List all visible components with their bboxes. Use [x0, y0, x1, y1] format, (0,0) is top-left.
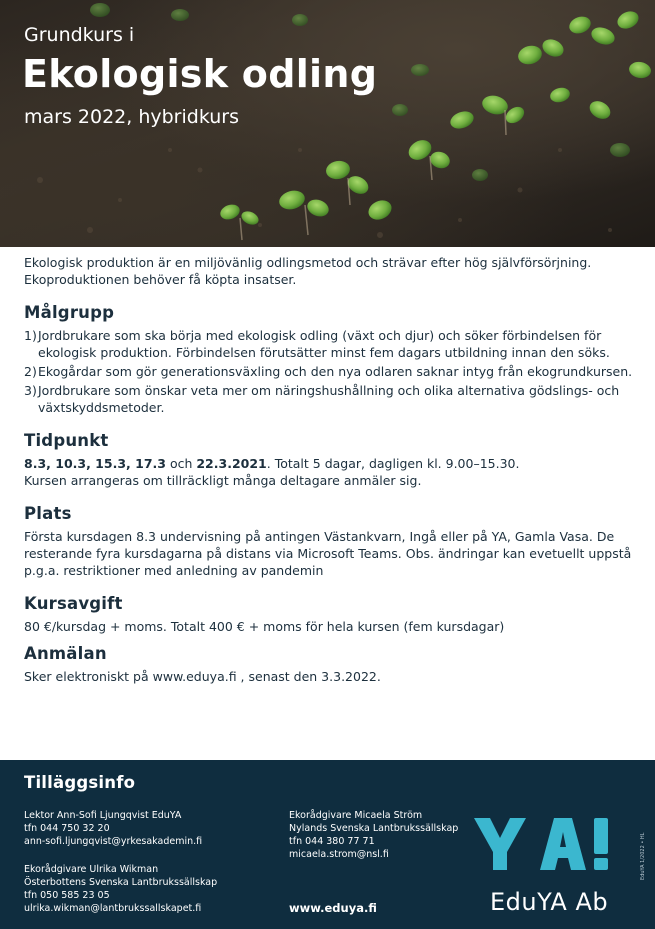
- plats-heading: Plats: [24, 504, 72, 523]
- list-number: 2): [24, 364, 37, 379]
- course-last-date: 22.3.2021: [196, 456, 267, 471]
- course-type-label: Grundkurs i: [24, 24, 135, 46]
- list-text: Ekogårdar som gör generationsväxling och den nya odlaren saknar intyg från ekogrundkursen.: [38, 364, 633, 379]
- page-title: Ekologisk odling: [22, 52, 378, 96]
- contact-email[interactable]: micaela.strom@nsl.fi: [289, 849, 389, 860]
- contact-name: Ekorådgivare Ulrika Wikman: [24, 864, 159, 875]
- list-item: [24, 382, 639, 416]
- malgrupp-section: [24, 304, 639, 416]
- plats-section: [24, 505, 639, 579]
- intro-text: Ekologisk produktion är en miljövänlig odlingsmetod och strävar efter hög självförsörjning. Ekoproduktionen behöver få köpta insatser.: [24, 255, 592, 287]
- main-content: [24, 254, 639, 695]
- contact-name: Ekorådgivare Micaela Ström: [289, 810, 423, 821]
- kursavgift-heading: Kursavgift: [24, 594, 123, 613]
- course-dates: 8.3, 10.3, 15.3, 17.3: [24, 456, 166, 471]
- dates-details: . Totalt 5 dagar, dagligen kl. 9.00–15.30.: [266, 456, 520, 471]
- contact-block: [24, 863, 217, 915]
- kursavgift-text: 80 €/kursdag + moms. Totalt 400 € + moms för hela kursen (fem kursdagar): [24, 619, 505, 634]
- course-date-label: mars 2022, hybridkurs: [24, 106, 240, 128]
- list-number: 1): [24, 328, 37, 343]
- malgrupp-heading: Målgrupp: [24, 303, 115, 322]
- anmalan-heading: Anmälan: [24, 644, 107, 663]
- contact-phone: tfn 050 585 23 05: [24, 890, 110, 901]
- tidpunkt-heading: Tidpunkt: [24, 431, 109, 450]
- anmalan-text: Sker elektroniskt på www.eduya.fi , senast den 3.3.2022.: [24, 669, 381, 684]
- tidpunkt-dates: [24, 455, 639, 472]
- footer-heading: Tilläggsinfo: [24, 773, 136, 792]
- contact-block: [24, 809, 202, 848]
- list-text: Jordbrukare som ska börja med ekologisk odling (växt och djur) och söker förbindelsen för ekologisk produktion. Förbindelsen förutsätter minst fem dagars utbildning innan den söks.: [38, 328, 610, 360]
- contact-phone: tfn 044 380 77 71: [289, 836, 375, 847]
- kursavgift-section: [24, 595, 639, 635]
- logo-wordmark: EduYA Ab: [490, 888, 609, 916]
- anmalan-section: [24, 645, 639, 685]
- contact-email[interactable]: ann-sofi.ljungqvist@yrkesakademin.fi: [24, 836, 203, 847]
- contact-name: Lektor Ann-Sofi Ljungqvist EduYA: [24, 810, 182, 821]
- contact-organization: Nylands Svenska Lantbrukssällskap: [289, 823, 459, 834]
- tidpunkt-note: Kursen arrangeras om tillräckligt många deltagare anmäler sig.: [24, 473, 422, 488]
- hero-banner: [0, 0, 655, 247]
- contact-organization: Österbottens Svenska Lantbrukssällskap: [24, 877, 218, 888]
- website-link[interactable]: www.eduya.fi: [289, 901, 377, 915]
- tidpunkt-section: [24, 432, 639, 489]
- list-number: 3): [24, 383, 37, 398]
- list-item: [24, 327, 639, 361]
- dates-conjunction: och: [165, 456, 197, 471]
- contact-phone: tfn 044 750 32 20: [24, 823, 110, 834]
- contact-block: [289, 809, 458, 861]
- footer-info: [0, 760, 655, 929]
- fine-print: EduYA 1/2022 • HL: [640, 832, 646, 880]
- list-item: [24, 363, 639, 380]
- list-text: Jordbrukare som önskar veta mer om näringshushållning och olika alternativa gödslings- och växtskyddsmetoder.: [38, 383, 620, 415]
- contact-email[interactable]: ulrika.wikman@lantbrukssallskapet.fi: [24, 903, 202, 914]
- plats-text: Första kursdagen 8.3 undervisning på antingen Västankvarn, Ingå eller på YA, Gamla Vasa. De resterande fyra kursdagarna på distans via Microsoft Teams. Obs. ändringar kan evetuellt uppstå p.g.a. restriktioner med anledning av pandemin: [24, 529, 632, 578]
